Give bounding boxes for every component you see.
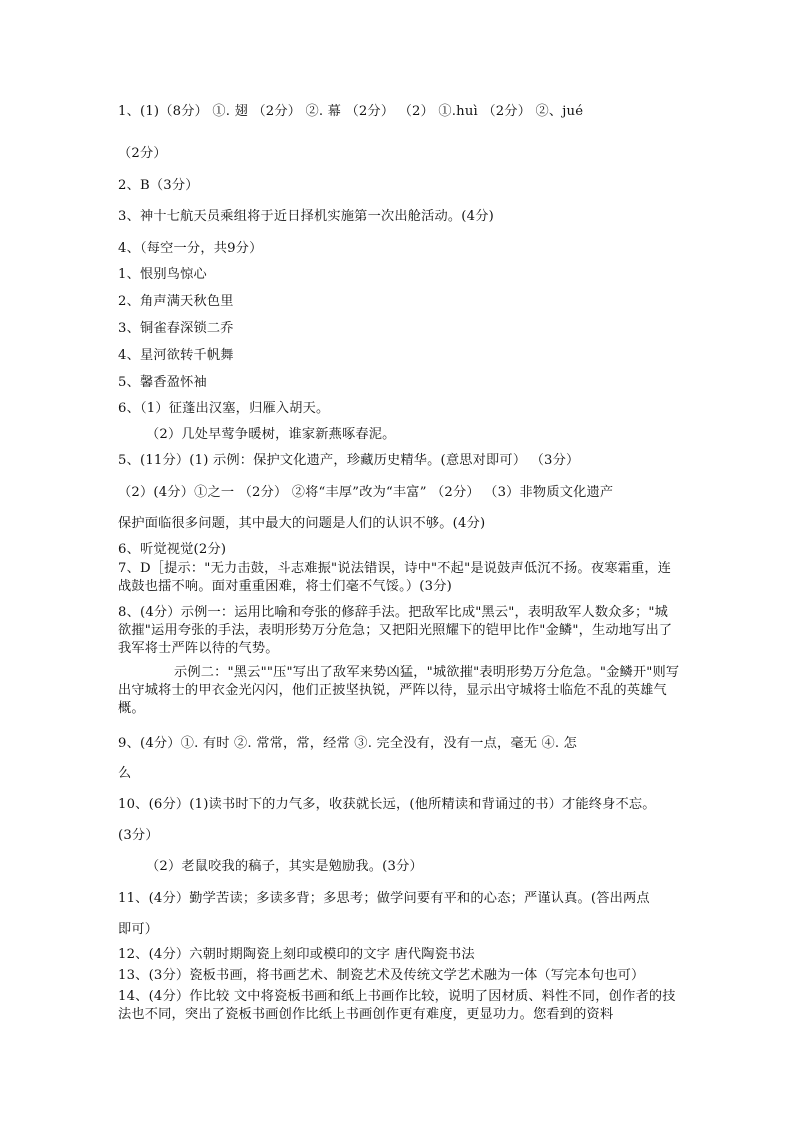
answer-line-8-example2: 示例二："黑云""压"写出了敌军来势凶猛，"城欲摧"表明形势万分危急。"金鳞开"则写出守城将士的甲衣金光闪闪，他们正披坚执锐，严阵以待，显示出守城将士临危不乱的英雄气概。 — [118, 665, 680, 716]
answer-line-1: 1、(1)（8分） ①. 翅 （2分） ②. 幕 （2分） （2） ①.huì （2分） ②、jué — [118, 104, 584, 119]
answer-line-14: 14、(4分）作比较 文中将瓷板书画和纸上书画作比较，说明了因材质、料性不同，创作者的技法也不同，突出了瓷板书画创作比纸上书画创作更有难度，更显功力。您看到的资料 — [118, 989, 676, 1022]
answer-line-2: 2、B（3分） — [118, 178, 199, 193]
answer-line-4-1: 1、恨别鸟惊心 — [118, 267, 207, 282]
answer-line-4-3: 3、铜雀春深锁二乔 — [118, 321, 234, 336]
answer-line-12: 12、(4分）六朝时期陶瓷上刻印或模印的文字 唐代陶瓷书法 — [118, 947, 475, 962]
answer-line-4-4: 4、星河欲转千帆舞 — [118, 348, 234, 363]
answer-line-9: 9、(4分）①. 有时 ②. 常常，常，经常 ③. 完全没有，没有一点，毫无 ④. 怎 — [118, 736, 578, 751]
answer-line-4: 4、（每空一分，共9分） — [118, 241, 263, 256]
answer-line-11-cont: 即可） — [118, 922, 159, 937]
answer-line-13: 13、(3分）瓷板书画，将书画艺术、制瓷艺术及传统文学艺术融为一体（写完本句也可） — [118, 968, 645, 983]
answer-line-10-2: （2）老鼠咬我的稿子，其实是勉励我。(3分） — [146, 859, 423, 874]
answer-line-6-2: （2）几处早莺争暖树，谁家新燕啄春泥。 — [146, 427, 396, 442]
answer-line-11: 11、(4分）勤学苦读；多读多背；多思考；做学问要有平和的心态；严谨认真。(答出两点 — [118, 891, 650, 906]
answer-line-9-cont: 么 — [118, 766, 132, 781]
answer-line-4-5: 5、馨香盈怀袖 — [118, 375, 207, 390]
answer-line-5-3: 保护面临很多问题，其中最大的问题是人们的认识不够。(4分) — [118, 516, 486, 531]
answer-line-8: 8、(4分）示例一：运用比喻和夸张的修辞手法。把敌军比成"黑云"，表明敌军人数众多；"城欲摧"运用夸张的手法，表明形势万分危急；又把阳光照耀下的铠甲比作"金鳞"，生动地写出了我军将士严阵以待的气势。 — [118, 605, 673, 656]
answer-line-7: 7、D［提示："无力击鼓，斗志难振"说法错误，诗中"不起"是说鼓声低沉不扬。夜寒霜重，连战鼓也擂不响。面对重重困难，将士们毫不气馁。）(3分) — [118, 561, 672, 594]
answer-line-6-1: 6、（1）征蓬出汉塞，归雁入胡天。 — [118, 401, 330, 416]
answer-line-1-cont: （2分） — [118, 146, 167, 161]
answer-line-10-1: 10、(6分）(1)读书时下的力气多，收获就长远，(他所精读和背诵过的书）才能终身不忘。 — [118, 797, 656, 812]
answer-line-10-1-cont: (3分） — [118, 828, 159, 843]
answer-line-6: 6、听觉视觉(2分) — [118, 542, 227, 557]
answer-line-4-2: 2、角声满天秋色里 — [118, 294, 234, 309]
answer-line-3: 3、神十七航天员乘组将于近日择机实施第一次出舱活动。(4分) — [118, 209, 494, 224]
answer-line-5-1: 5、(11分）(1) 示例：保护文化遗产，珍藏历史精华。(意思对即可） （3分） — [118, 453, 580, 468]
answer-line-5-2: （2）(4分）①之一 （2分） ②将“丰厚”改为“丰富” （2分） （3）非物质文化遗产 — [118, 485, 614, 500]
